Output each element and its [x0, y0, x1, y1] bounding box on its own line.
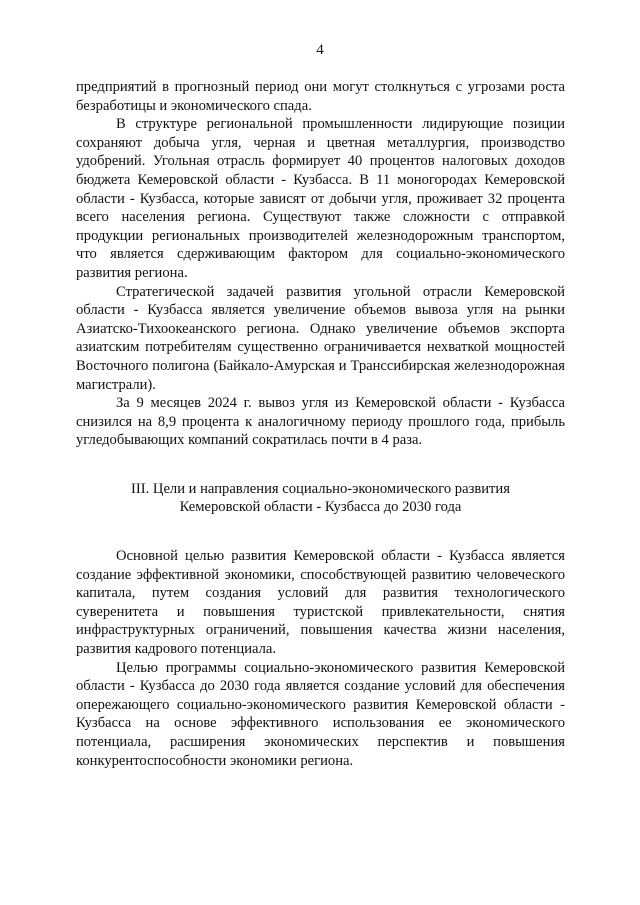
- section-heading: [76, 480, 565, 517]
- paragraph-coal-export-goal: Стратегической задачей развития угольной отрасли Кемеровской области - Кузбасса является увеличение объемов вывоза угля на рынки Азиатско-Тихоокеанского региона. Однако увеличение объемов экспорта азиатским потребителям существенно ограничивается нехваткой мощностей Восточного полигона (Байкало-Амурская и Транссибирская железнодорожная магистрали).: [76, 283, 565, 393]
- section-heading-line-1: III. Цели и направления социально-экономического развития: [131, 480, 510, 497]
- page-number: 4: [316, 42, 324, 58]
- document-body: [76, 78, 565, 770]
- paragraph-coal-export-stats: За 9 месяцев 2024 г. вывоз угля из Кемеровской области - Кузбасса снизился на 8,9 процента к аналогичному периоду прошлого года, прибыль угледобывающих компаний сократилась почти в 4 раза.: [76, 395, 565, 449]
- paragraph-continuation: предприятий в прогнозный период они могут столкнуться с угрозами роста безработицы и экономического спада.: [76, 79, 565, 114]
- paragraph-industry-structure: В структуре региональной промышленности лидирующие позиции сохраняют добыча угля, черная и цветная металлургия, производство удобрений. Угольная отрасль формирует 40 процентов налоговых доходов бюджета Кемеровской области - Кузбасса. В 11 моногородах Кемеровской области - Кузбасса, которые зависят от добычи угля, проживает 32 процента всего населения региона. Существуют также сложности с отправкой продукции региональных производителей железнодорожным транспортом, что является сдерживающим фактором для социально-экономического развития региона.: [76, 116, 565, 281]
- paragraph-program-goal: Целью программы социально-экономического развития Кемеровской области - Кузбасса до 2030 года является создание условий для обеспечения опережающего социально-экономического развития Кемеровской области - Кузбасса на основе эффективного использования ее экономического потенциала, расширения экономических перспектив и повышения конкурентоспособности экономики региона.: [76, 659, 565, 769]
- section-heading-line-2: Кемеровской области - Кузбасса до 2030 года: [179, 499, 462, 516]
- paragraph-main-goal: Основной целью развития Кемеровской области - Кузбасса является создание эффективной экономики, способствующей развитию человеческого капитала, путем создания условий для развития технологического суверенитета и повышения туристской привлекательности, снятия инфраструктурных ограничений, повышения качества жизни населения, развития кадрового потенциала.: [76, 548, 565, 658]
